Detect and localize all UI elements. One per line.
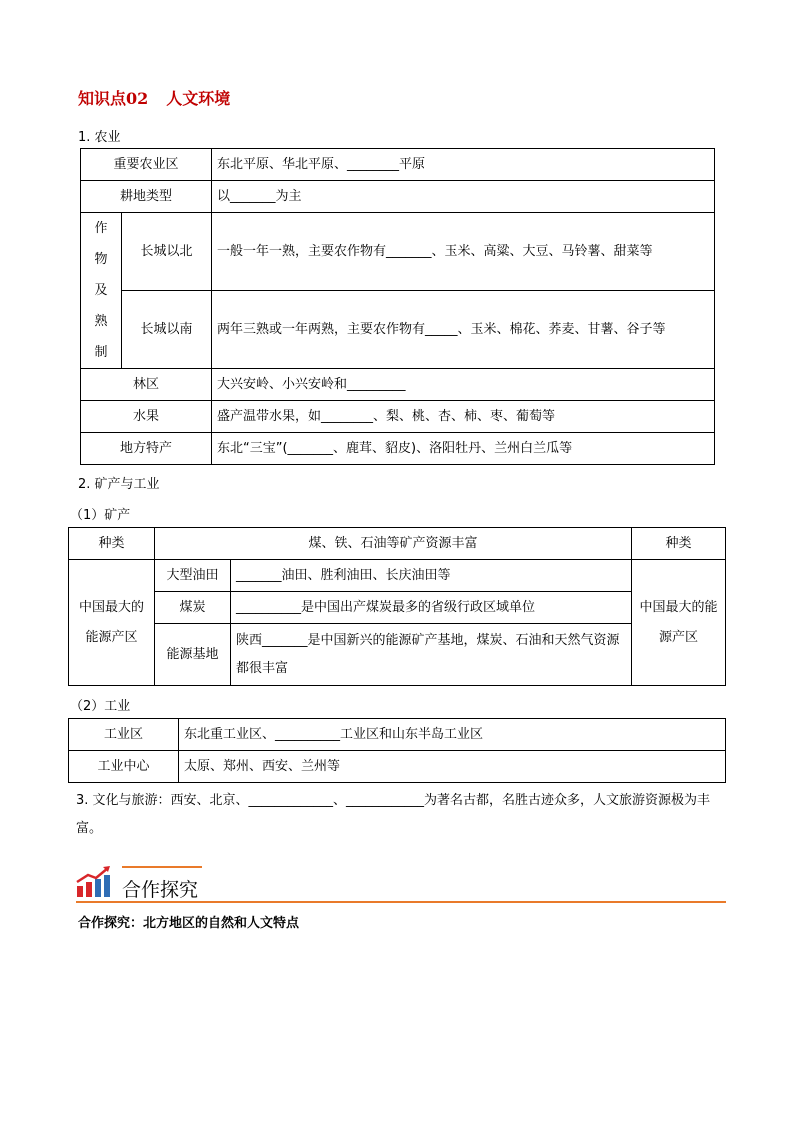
coop-title: 合作探究 — [122, 879, 199, 901]
row-label: 长城以北 — [122, 213, 212, 291]
mineral-table — [68, 527, 726, 686]
agri-table — [80, 148, 715, 465]
row-content: 太原、郑州、西安、兰州等 — [179, 751, 726, 783]
row-content: 以_______为主 — [212, 181, 715, 213]
header-cell: 种类 — [632, 528, 726, 560]
coop-subtitle: 合作探究：北方地区的自然和人文特点 — [78, 916, 300, 931]
chart-growth-icon — [76, 866, 112, 898]
heading-title: 人文环境 — [166, 89, 231, 108]
row-label: 煤炭 — [155, 592, 231, 624]
industry-subtitle: （2）工业 — [70, 699, 131, 714]
row-content: __________是中国出产煤炭最多的省级行政区域单位 — [231, 592, 632, 624]
row-label: 重要农业区 — [81, 149, 212, 181]
table-row — [81, 369, 715, 401]
header-cell: 煤、铁、石油等矿产资源丰富 — [155, 528, 632, 560]
coop-accent-line — [122, 866, 202, 868]
row-content: 东北重工业区、__________工业区和山东半岛工业区 — [179, 719, 726, 751]
table-row — [69, 560, 726, 592]
row-label: 林区 — [81, 369, 212, 401]
row-content: _______油田、胜利油田、长庆油田等 — [231, 560, 632, 592]
table-row — [81, 291, 715, 369]
row-content: 东北“三宝”(_______、鹿茸、貂皮)、洛阳牡丹、兰州白兰瓜等 — [212, 433, 715, 465]
table-row — [69, 624, 726, 686]
section-heading — [78, 86, 230, 109]
table-row — [81, 181, 715, 213]
mineral-subtitle: （1）矿产 — [70, 508, 131, 523]
mineral-section-title: 2. 矿产与工业 — [78, 477, 160, 492]
crop-label-char: 制 — [94, 345, 108, 360]
row-content: 陕西_______是中国新兴的能源矿产基地，煤炭、石油和天然气资源都很丰富 — [231, 624, 632, 686]
table-row — [81, 213, 715, 291]
table-row — [69, 528, 726, 560]
table-row — [81, 433, 715, 465]
row-content: 东北平原、华北平原、________平原 — [212, 149, 715, 181]
energy-region-label: 中国最大的能源产区 — [69, 560, 155, 686]
crop-group-label — [81, 213, 122, 369]
table-row — [69, 592, 726, 624]
row-label: 地方特产 — [81, 433, 212, 465]
row-label: 水果 — [81, 401, 212, 433]
agri-section-title: 1. 农业 — [78, 130, 121, 145]
energy-region-label: 中国最大的能源产区 — [632, 560, 726, 686]
table-row — [69, 751, 726, 783]
table-row — [81, 401, 715, 433]
heading-number: 知识点02 — [78, 89, 149, 108]
culture-paragraph: 3. 文化与旅游：西安、北京、_____________、____________为著名古都，名胜古迹众多，人文旅游资源极为丰富。 — [76, 793, 711, 836]
crop-label-char: 及 — [94, 283, 108, 298]
coop-divider — [76, 901, 726, 903]
row-label: 能源基地 — [155, 624, 231, 686]
crop-label-char: 作 — [94, 221, 108, 236]
row-content: 大兴安岭、小兴安岭和_________ — [212, 369, 715, 401]
crop-label-char: 物 — [94, 252, 108, 267]
row-label: 耕地类型 — [81, 181, 212, 213]
row-content: 两年三熟或一年两熟，主要农作物有_____、玉米、棉花、荞麦、甘薯、谷子等 — [212, 291, 715, 369]
row-label: 工业区 — [69, 719, 179, 751]
row-content: 一般一年一熟，主要农作物有_______、玉米、高粱、大豆、马铃薯、甜菜等 — [212, 213, 715, 291]
header-cell: 种类 — [69, 528, 155, 560]
table-row — [69, 719, 726, 751]
crop-label-char: 熟 — [94, 314, 108, 329]
row-label: 长城以南 — [122, 291, 212, 369]
industry-table — [68, 718, 726, 783]
row-content: 盛产温带水果，如________、梨、桃、杏、柿、枣、葡萄等 — [212, 401, 715, 433]
table-row — [81, 149, 715, 181]
row-label: 工业中心 — [69, 751, 179, 783]
row-label: 大型油田 — [155, 560, 231, 592]
